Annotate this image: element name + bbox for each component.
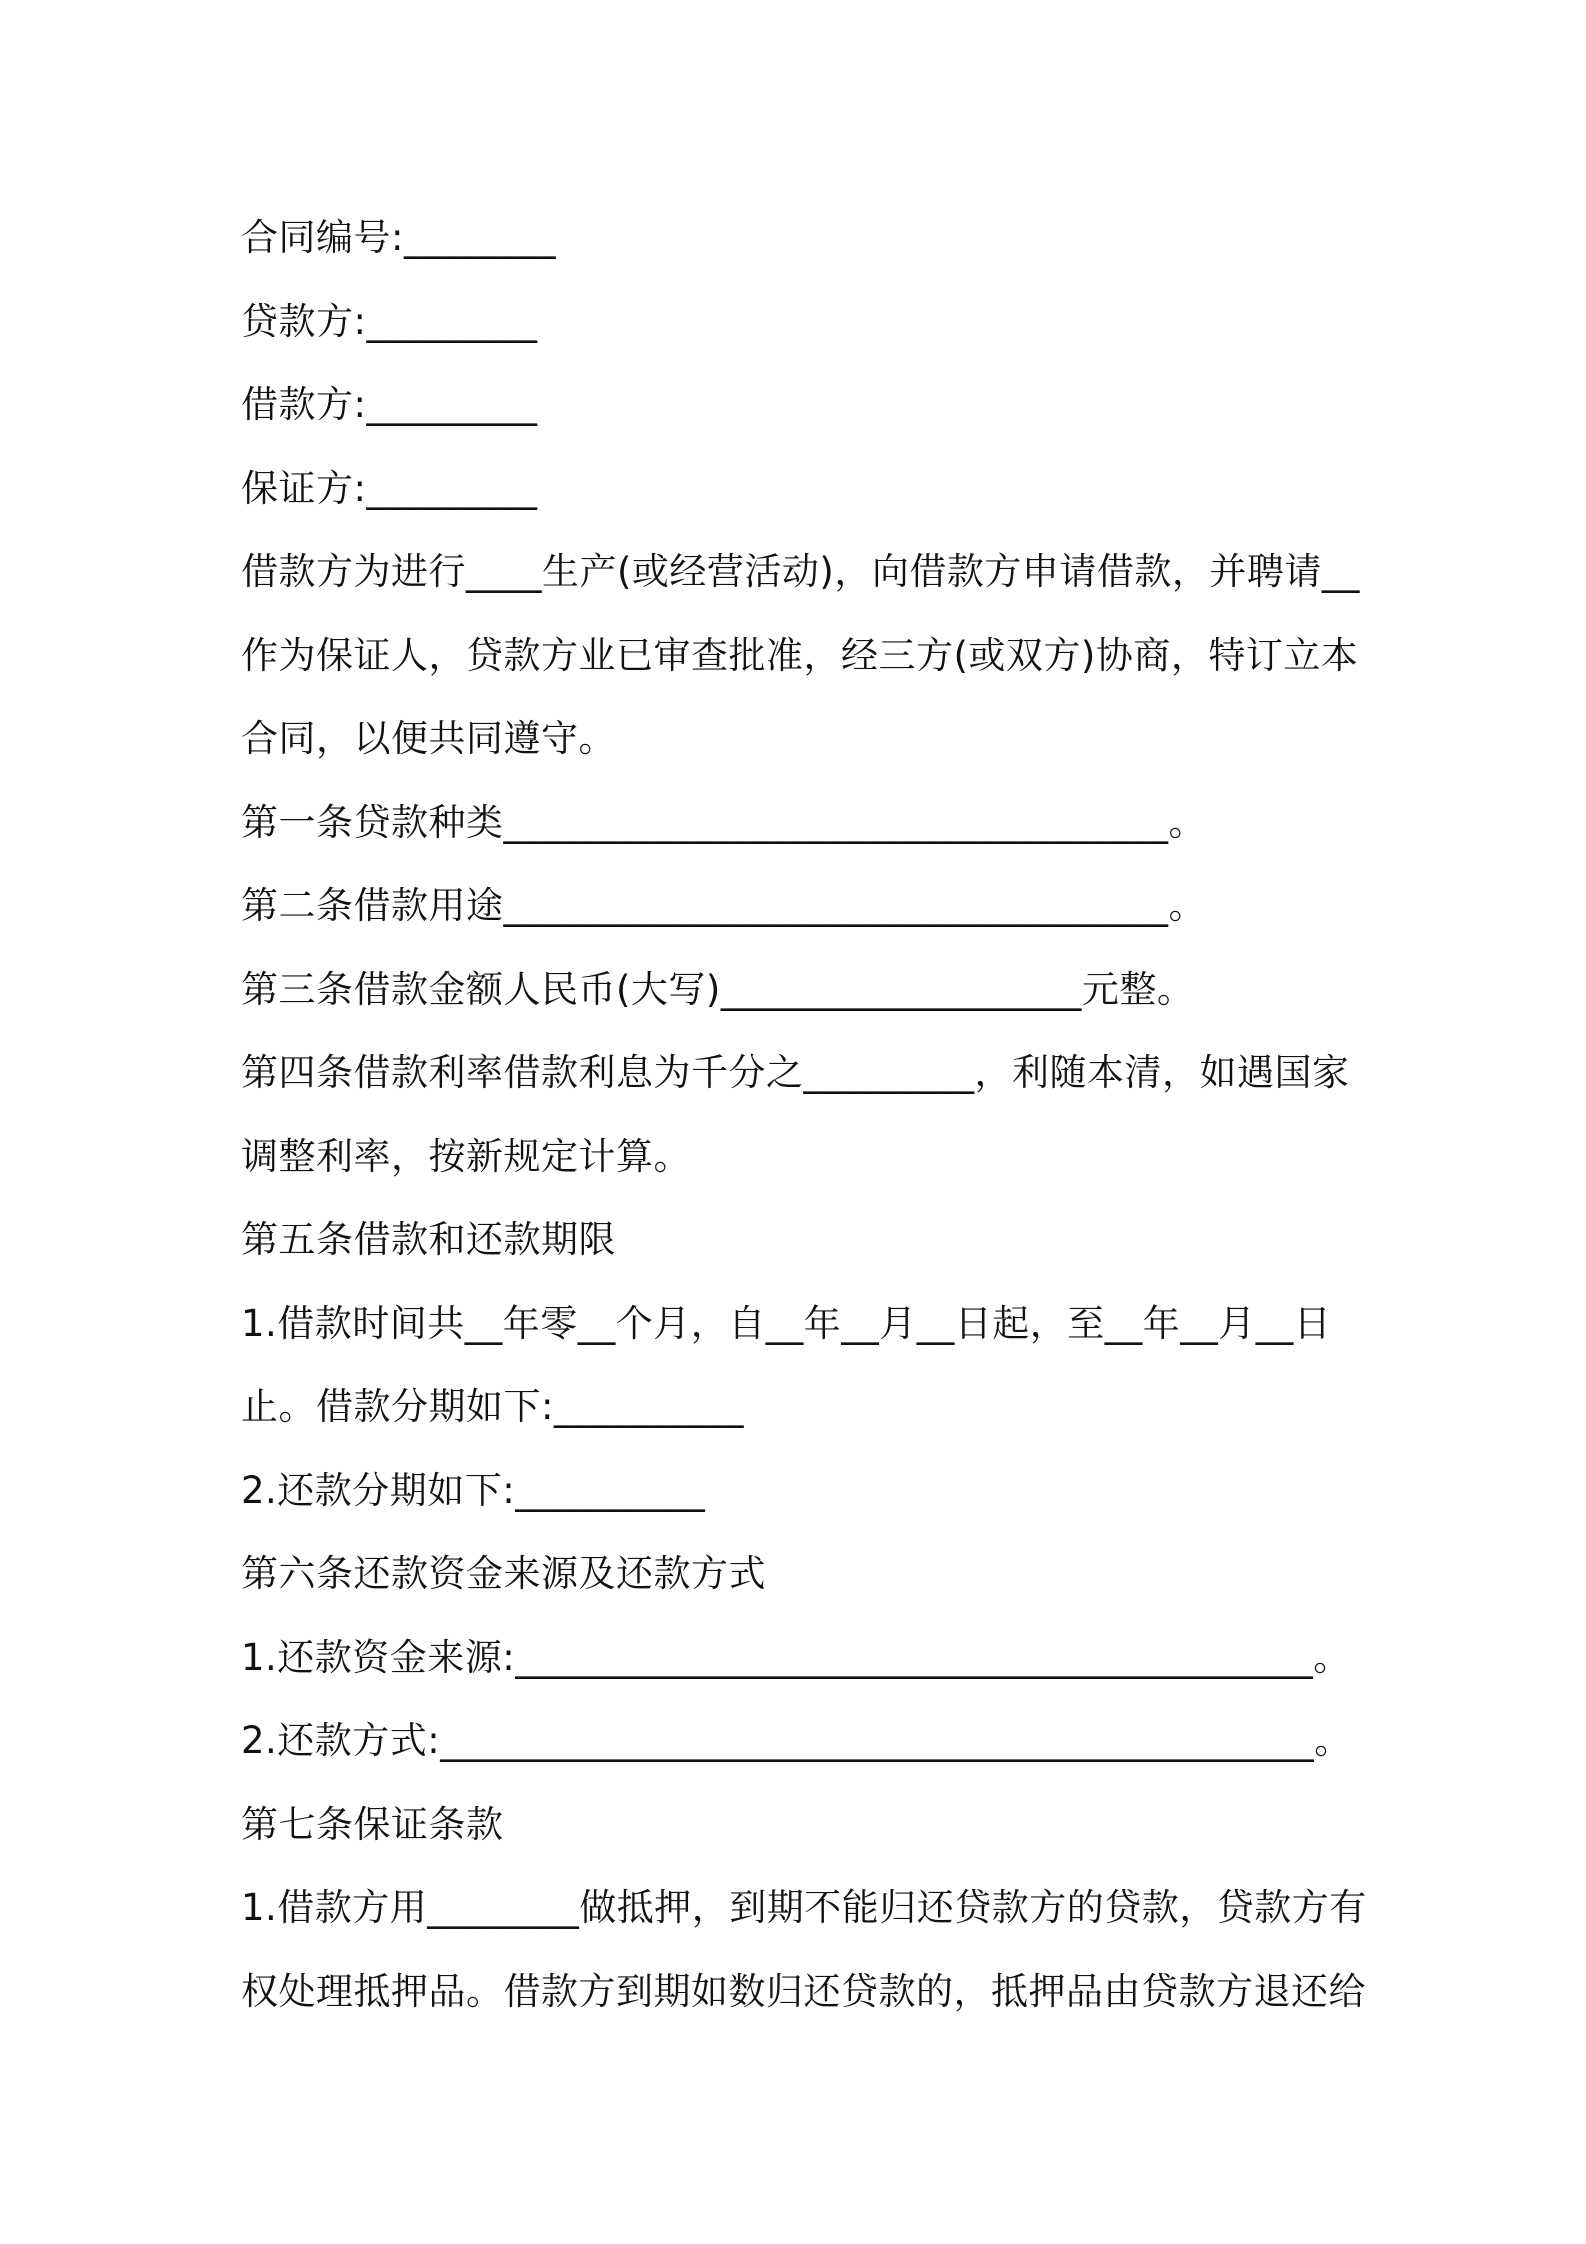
article-1-loan-type: 第一条贷款种类___________________________________。 xyxy=(241,800,1206,844)
article-5-heading: 第五条借款和还款期限 xyxy=(241,1218,616,1261)
article-5-item-1-line-2: 止。借款分期如下:__________ xyxy=(241,1385,744,1428)
contract-number-line: 合同编号:________ xyxy=(241,216,556,259)
article-5-item-1-line-1: 1.借款时间共__年零__个月，自__年__月__日起，至__年__月__日 xyxy=(241,1301,1332,1345)
article-7-heading: 第七条保证条款 xyxy=(241,1802,504,1846)
article-4-interest-line-1: 第四条借款利率借款利息为千分之_________，利随本清，如遇国家 xyxy=(241,1051,1350,1094)
preamble-line-2: 作为保证人，贷款方业已审查批准，经三方(或双方)协商，特订立本 xyxy=(241,633,1359,677)
contract-body xyxy=(241,196,1367,2033)
article-6-heading: 第六条还款资金来源及还款方式 xyxy=(241,1552,766,1595)
lender-line: 贷款方:_________ xyxy=(241,299,538,343)
article-4-interest-line-2: 调整利率，按新规定计算。 xyxy=(241,1134,691,1178)
article-2-loan-purpose: 第二条借款用途___________________________________。 xyxy=(241,884,1206,927)
preamble-line-1: 借款方为进行____生产(或经营活动)，向借款方申请借款，并聘请__ xyxy=(241,550,1360,593)
guarantor-line: 保证方:_________ xyxy=(241,466,538,510)
article-7-item-1-line-2: 权处理抵押品。借款方到期如数归还贷款的，抵押品由贷款方退还给 xyxy=(241,1969,1366,2013)
article-7-item-1-line-1: 1.借款方用________做抵押，到期不能归还贷款方的贷款，贷款方有 xyxy=(241,1886,1367,1929)
article-6-item-1: 1.还款资金来源:__________________________________________。 xyxy=(241,1635,1351,1679)
preamble-line-3: 合同，以便共同遵守。 xyxy=(241,717,616,760)
borrower-line: 借款方:_________ xyxy=(241,383,538,426)
article-3-loan-amount: 第三条借款金额人民币(大写)___________________元整。 xyxy=(241,967,1195,1011)
article-5-item-2: 2.还款分期如下:__________ xyxy=(241,1468,706,1512)
article-6-item-2: 2.还款方式:______________________________________________。 xyxy=(241,1719,1352,1762)
